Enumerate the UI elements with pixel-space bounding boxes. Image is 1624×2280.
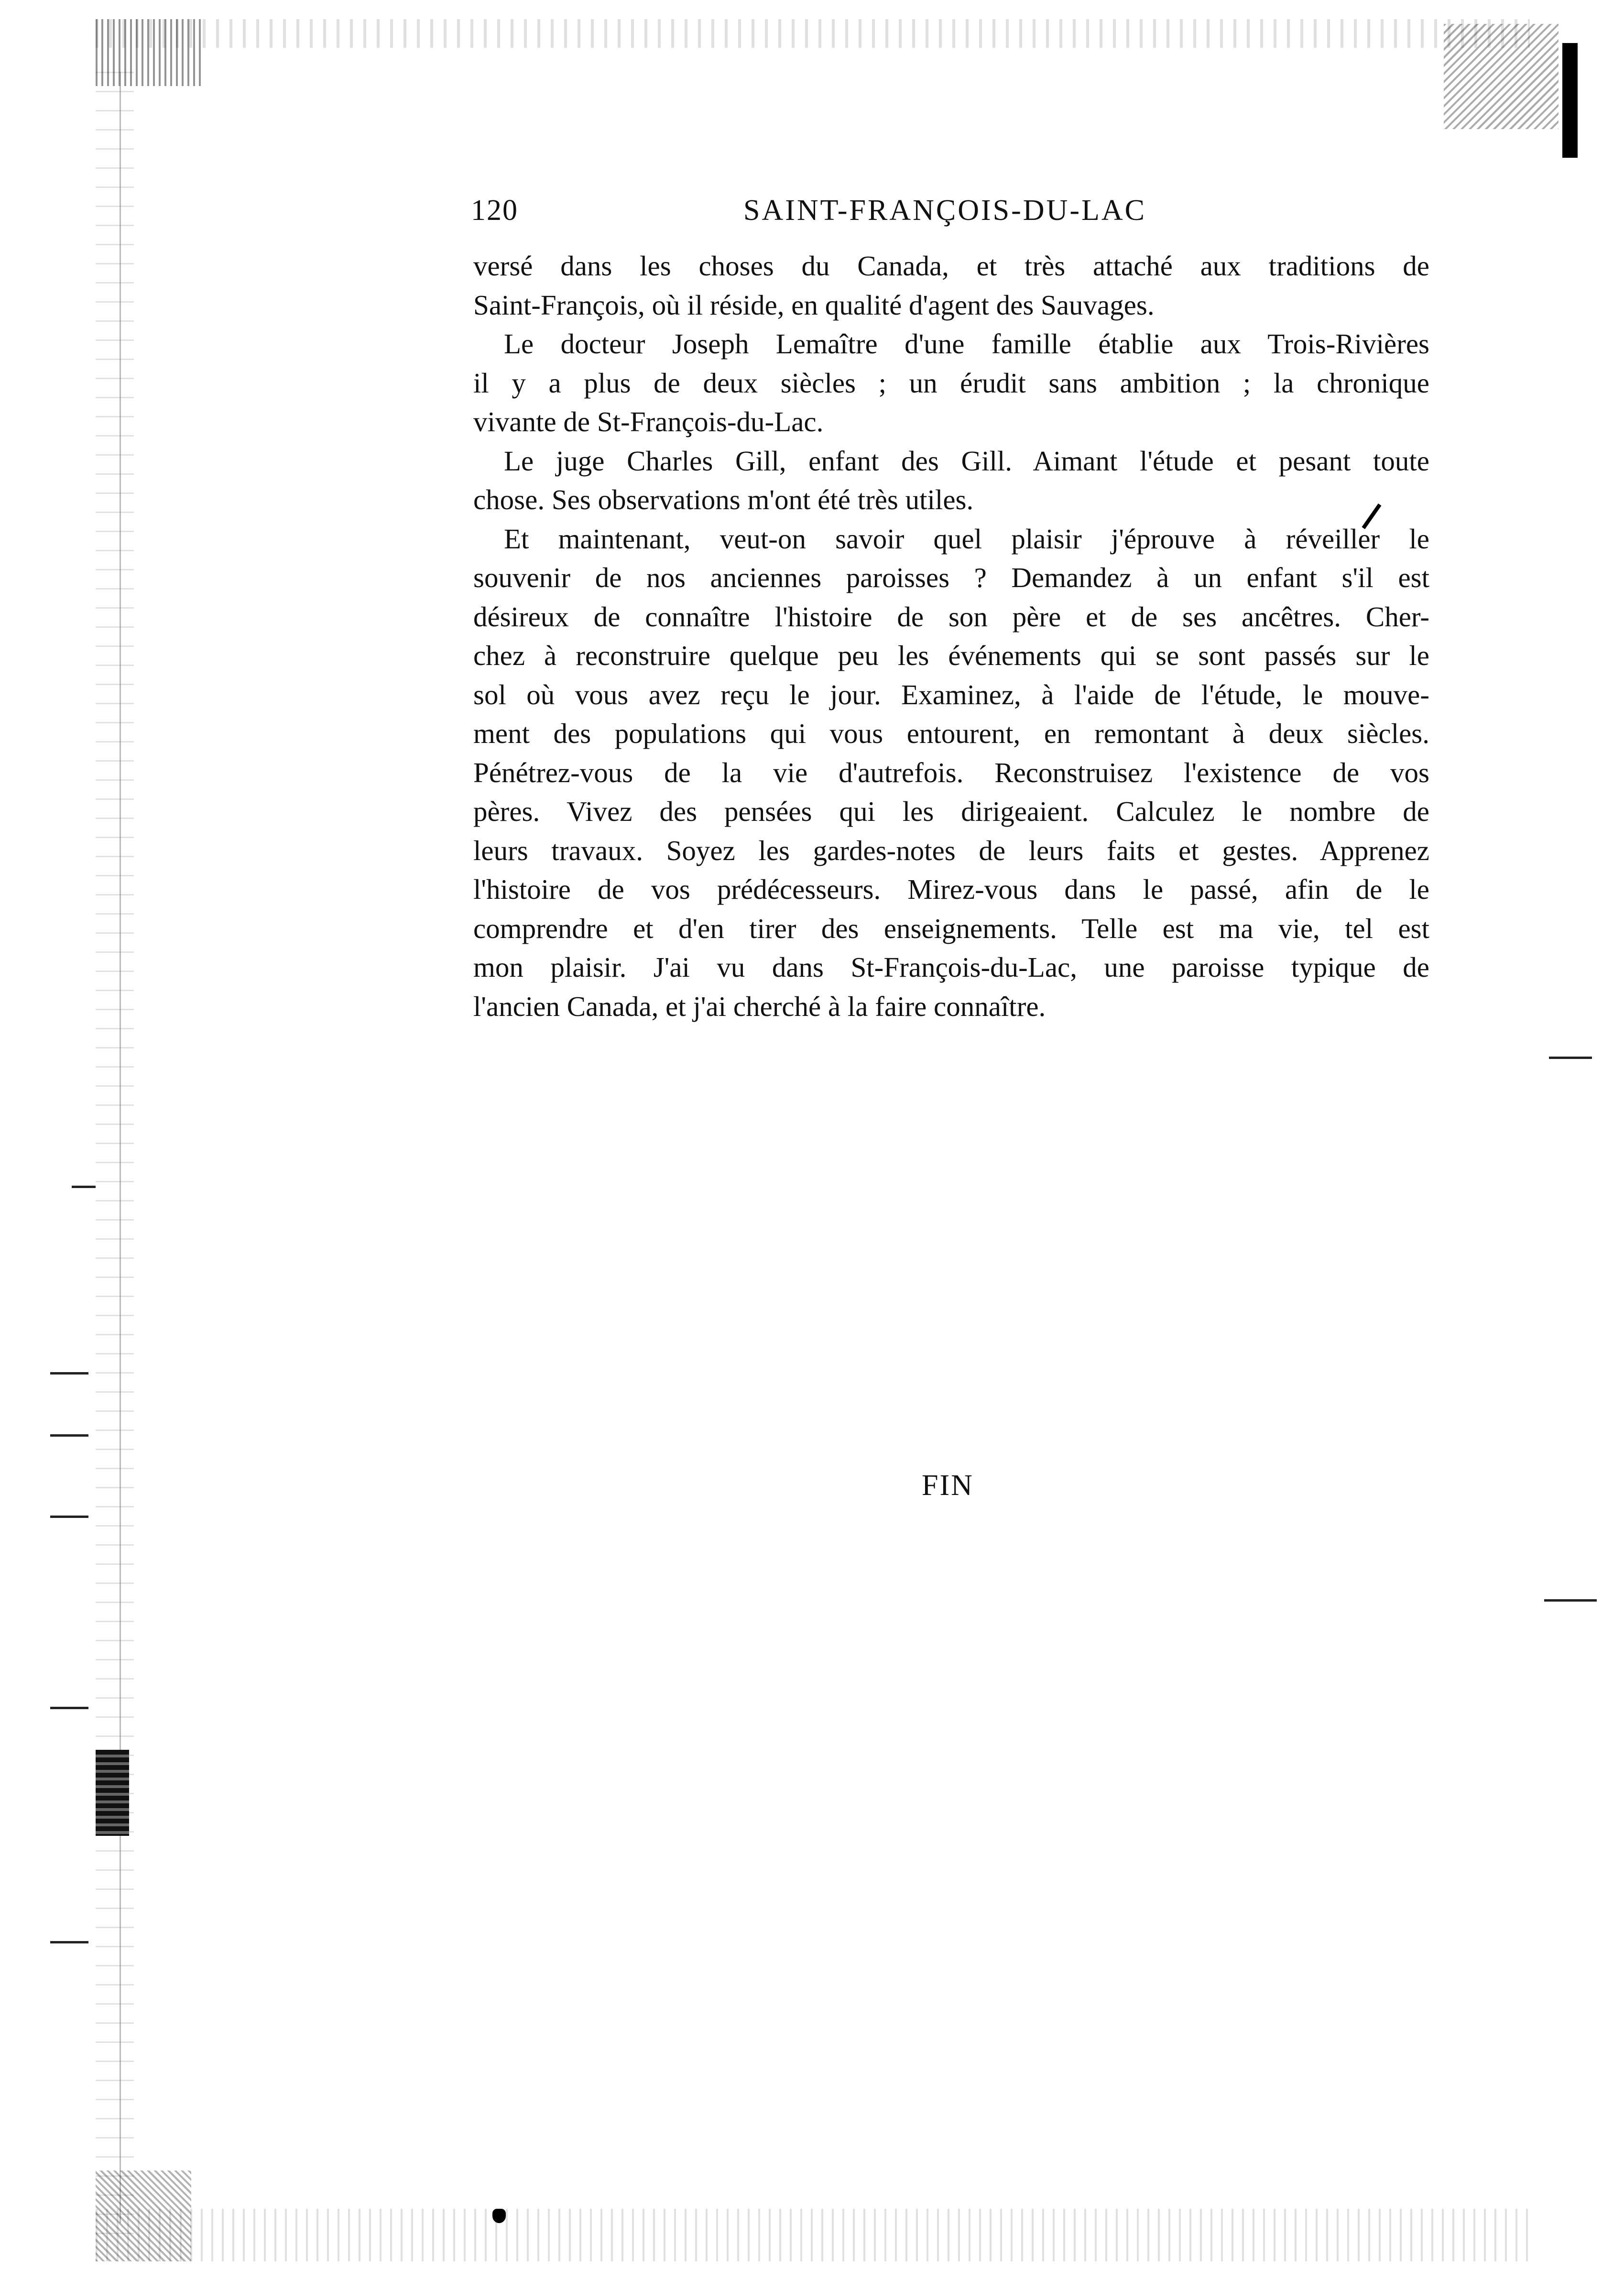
margin-tick bbox=[50, 1434, 88, 1437]
scan-edge-bar bbox=[1562, 43, 1578, 158]
margin-tick bbox=[50, 1516, 88, 1518]
margin-tick bbox=[50, 1941, 88, 1943]
text-line: Et maintenant, veut-on savoir quel plaisir j'éprouve à réveiller le bbox=[504, 523, 1429, 555]
scan-noise-top-right bbox=[1444, 24, 1559, 129]
text-line: mon plaisir. J'ai vu dans St-François-du-Lac, une paroisse typique de bbox=[473, 951, 1429, 983]
scan-noise-left-margin bbox=[96, 72, 134, 2247]
text-line: désireux de connaître l'histoire de son père et de ses ancêtres. Cher- bbox=[473, 600, 1429, 633]
scan-noise-bottom-left bbox=[96, 2171, 191, 2261]
text-line: Pénétrez-vous de la vie d'autrefois. Reconstruisez l'existence de vos bbox=[473, 756, 1429, 788]
text-line: ment des populations qui vous entourent, en remontant à deux siècles. bbox=[473, 718, 1429, 749]
scan-noise-bottom bbox=[96, 2209, 1530, 2261]
text-line: souvenir de nos anciennes paroisses ? Demandez à un enfant s'il est bbox=[473, 562, 1429, 593]
body-text bbox=[473, 247, 1429, 1026]
text-line: l'histoire de vos prédécesseurs. Mirez-vous dans le passé, afin de le bbox=[473, 873, 1429, 905]
running-head bbox=[471, 189, 1236, 232]
text-line: pères. Vivez des pensées qui les dirigeaient. Calculez le nombre de bbox=[473, 796, 1429, 827]
text-line: leurs travaux. Soyez les gardes-notes de leurs faits et gestes. Apprenez bbox=[473, 834, 1429, 866]
text-line: l'ancien Canada, et j'ai cherché à la faire connaître. bbox=[473, 990, 1046, 1022]
margin-tick bbox=[72, 1186, 96, 1188]
text-line: chez à reconstruire quelque peu les événements qui se sont passés sur le bbox=[473, 640, 1429, 671]
scan-dark-block bbox=[96, 1750, 129, 1836]
text-line: versé dans les choses du Canada, et très attaché aux traditions de bbox=[473, 250, 1429, 282]
margin-tick bbox=[50, 1372, 88, 1375]
margin-tick bbox=[50, 1707, 88, 1709]
text-line: chose. Ses observations m'ont été très utiles. bbox=[473, 484, 974, 515]
text-line: sol où vous avez reçu le jour. Examinez, à l'aide de l'étude, le mouve- bbox=[473, 678, 1429, 710]
text-line: comprendre et d'en tirer des enseignements. Telle est ma vie, tel est bbox=[473, 912, 1429, 944]
scan-noise-top bbox=[96, 19, 1530, 48]
ink-spot bbox=[492, 2209, 506, 2223]
text-line: Le juge Charles Gill, enfant des Gill. Aimant l'étude et pesant toute bbox=[504, 445, 1429, 477]
margin-tick bbox=[1549, 1057, 1592, 1059]
text-line: Le docteur Joseph Lemaître d'une famille établie aux Trois-Rivières bbox=[504, 328, 1429, 360]
text-line: il y a plus de deux siècles ; un érudit sans ambition ; la chronique bbox=[473, 367, 1429, 399]
scan-gutter-line bbox=[120, 72, 121, 2223]
margin-tick bbox=[1544, 1599, 1597, 1602]
page-number: 120 bbox=[471, 194, 518, 227]
text-line: vivante de St-François-du-Lac. bbox=[473, 406, 824, 437]
end-mark: FIN bbox=[922, 1469, 974, 1502]
text-line: Saint-François, où il réside, en qualité d'agent des Sauvages. bbox=[473, 289, 1155, 321]
running-head-title: SAINT-FRANÇOIS-DU-LAC bbox=[743, 194, 1146, 227]
